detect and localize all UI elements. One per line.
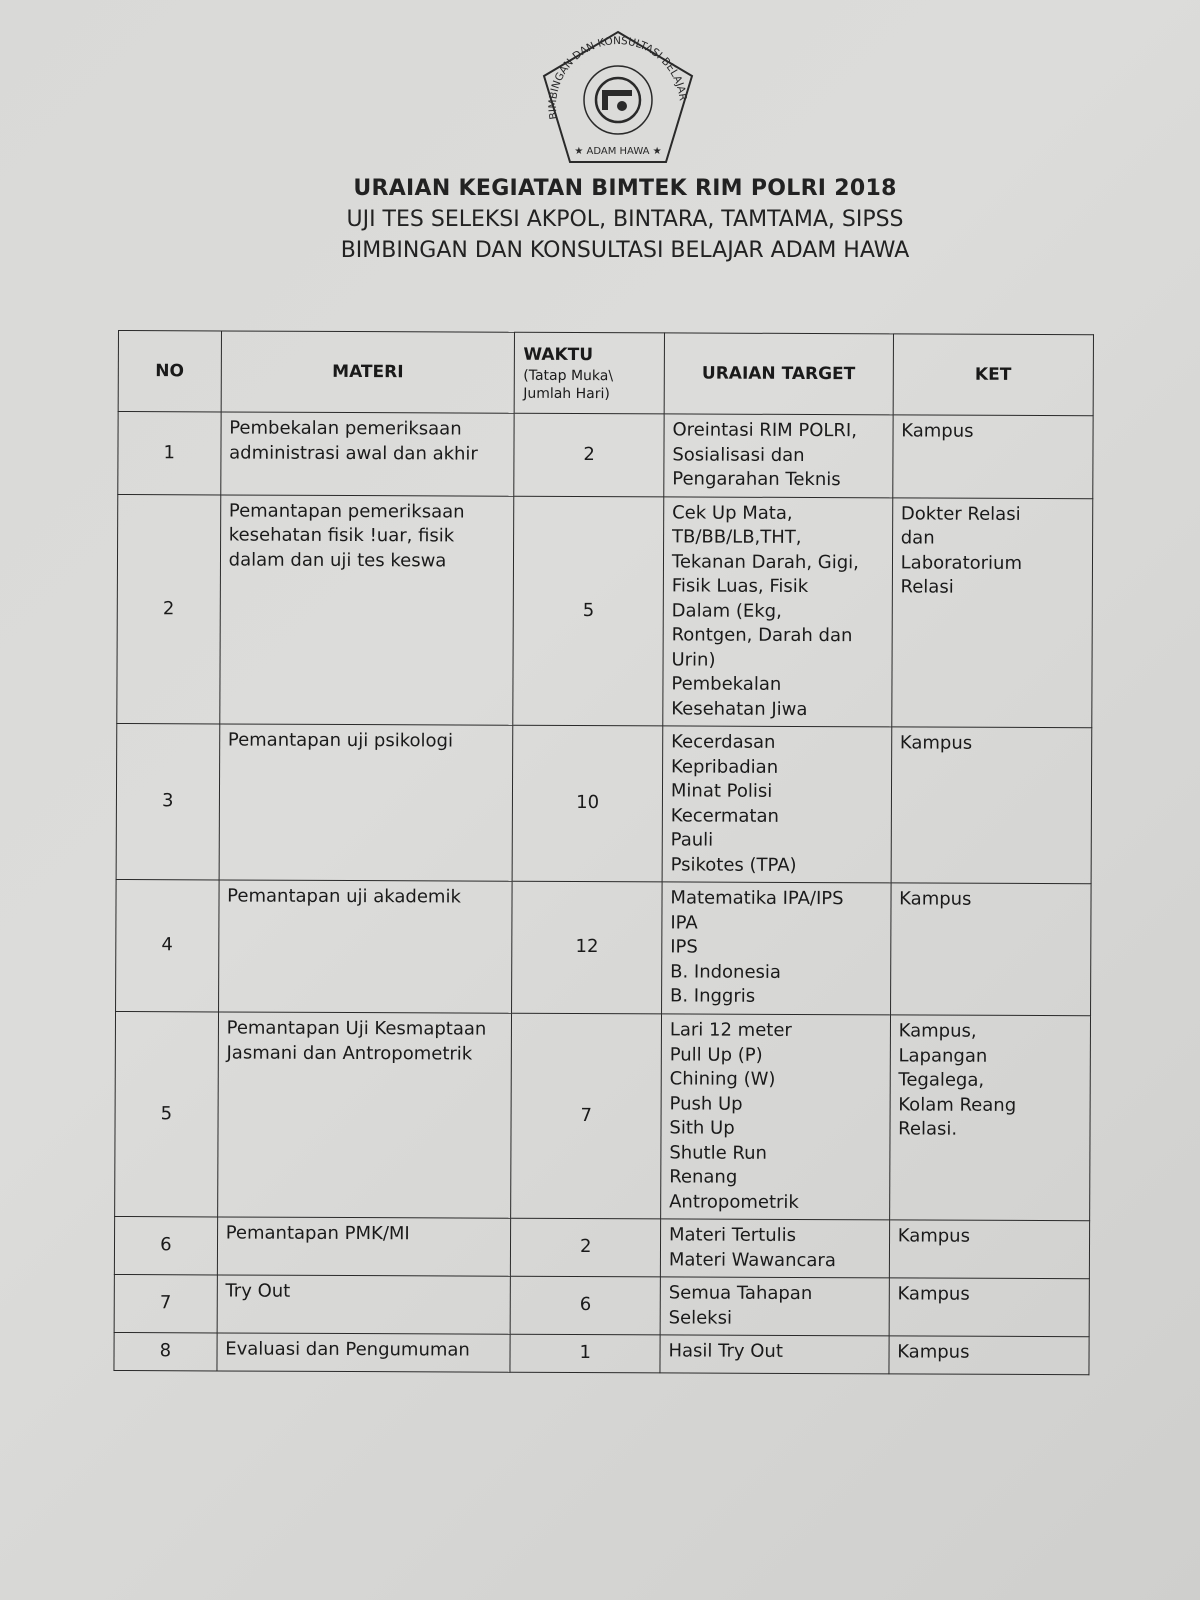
title-line-2: UJI TES SELEKSI AKPOL, BINTARA, TAMTAMA, SIPSS — [346, 207, 904, 232]
header-waktu-label: WAKTU — [523, 344, 594, 365]
cell-no: 4 — [116, 879, 219, 1011]
cell-ket: Dokter Relasi dan Laboratorium Relasi — [891, 497, 1092, 727]
cell-ket: Kampus — [889, 1278, 1090, 1337]
table-row — [117, 494, 1093, 728]
cell-materi: Pemantapan uji akademik — [218, 880, 512, 1013]
table-row — [118, 412, 1093, 499]
header-materi: MATERI — [221, 331, 515, 413]
header-no: NO — [118, 331, 221, 412]
cell-ket: Kampus — [889, 1220, 1090, 1279]
cell-waktu: 5 — [513, 496, 663, 726]
table-header-row — [118, 331, 1093, 416]
title-line-1: URAIAN KEGIATAN BIMTEK RIM POLRI 2018 — [353, 176, 897, 201]
cell-waktu: 2 — [511, 1218, 661, 1277]
title-line-3: BIMBINGAN DAN KONSULTASI BELAJAR ADAM HAWA — [340, 238, 910, 263]
cell-waktu: 1 — [510, 1334, 660, 1373]
cell-waktu: 12 — [512, 881, 662, 1014]
cell-uraian: Lari 12 meter Pull Up (P) Chining (W) Push Up Sith Up Shutle Run Renang Antropometrik — [661, 1014, 891, 1220]
header-waktu-sub: (Tatap Muka\ Jumlah Hari) — [523, 368, 614, 403]
cell-ket: Kampus — [890, 883, 1091, 1016]
table-row — [114, 1216, 1089, 1278]
cell-uraian: Semua Tahapan Seleksi — [660, 1277, 889, 1336]
cell-no: 2 — [117, 494, 221, 724]
cell-materi: Pemantapan PMK/MI — [217, 1217, 511, 1276]
table-row — [115, 1011, 1091, 1220]
document-title — [280, 176, 970, 269]
svg-text:★ ADAM HAWA ★: ★ ADAM HAWA ★ — [574, 146, 662, 157]
table-row — [114, 1274, 1089, 1336]
cell-uraian: Cek Up Mata, TB/BB/LB,THT, Tekanan Darah, Gigi, Fisik Luas, Fisik Dalam (Ekg, Rontgen, Darah dan Urin) Pembekalan Kesehatan Jiwa — [663, 496, 893, 726]
cell-ket: Kampus — [891, 727, 1092, 884]
cell-materi: Evaluasi dan Pengumuman — [217, 1333, 511, 1372]
cell-waktu: 6 — [511, 1276, 661, 1335]
cell-uraian: Kecerdasan Kepribadian Minat Polisi Kecermatan Pauli Psikotes (TPA) — [662, 726, 891, 883]
cell-no: 5 — [115, 1011, 219, 1216]
cell-uraian: Matematika IPA/IPS IPA IPS B. Indonesia B. Inggris — [661, 882, 890, 1015]
table-row — [114, 1332, 1089, 1374]
adam-hawa-logo — [538, 28, 698, 168]
cell-no: 3 — [116, 723, 219, 879]
header-uraian: URAIAN TARGET — [664, 333, 893, 415]
cell-uraian: Materi Tertulis Materi Wawancara — [660, 1219, 889, 1278]
cell-uraian: Oreintasi RIM POLRI, Sosialisasi dan Pengarahan Teknis — [664, 414, 893, 497]
cell-no: 7 — [114, 1274, 217, 1332]
header-waktu — [515, 332, 665, 414]
cell-no: 8 — [114, 1332, 217, 1370]
cell-waktu: 10 — [513, 725, 663, 882]
svg-text:BIMBINGAN DAN KONSULTASI BELAJ: BIMBINGAN DAN KONSULTASI BELAJAR — [546, 35, 689, 121]
header-ket: KET — [893, 334, 1094, 416]
cell-no: 6 — [114, 1216, 217, 1274]
activity-table — [113, 330, 1094, 1375]
cell-materi: Pemantapan Uji Kesmaptaan Jasmani dan Antropometrik — [217, 1012, 512, 1218]
cell-ket: Kampus — [892, 415, 1093, 498]
cell-uraian: Hasil Try Out — [660, 1335, 889, 1374]
cell-waktu: 7 — [511, 1013, 661, 1219]
table-row — [116, 723, 1092, 883]
cell-ket: Kampus — [889, 1336, 1089, 1375]
cell-materi: Pemantapan pemeriksaan kesehatan fisik !uar, fisik dalam dan uji tes keswa — [219, 494, 514, 725]
cell-materi: Pembekalan pemeriksaan administrasi awal dan akhir — [220, 412, 514, 496]
cell-ket: Kampus, Lapangan Tegalega, Kolam Reang Relasi. — [889, 1015, 1090, 1221]
table-row — [116, 879, 1092, 1015]
cell-no: 1 — [118, 412, 221, 495]
cell-materi: Pemantapan uji psikologi — [219, 724, 513, 881]
cell-materi: Try Out — [217, 1275, 511, 1334]
cell-waktu: 2 — [514, 413, 664, 496]
